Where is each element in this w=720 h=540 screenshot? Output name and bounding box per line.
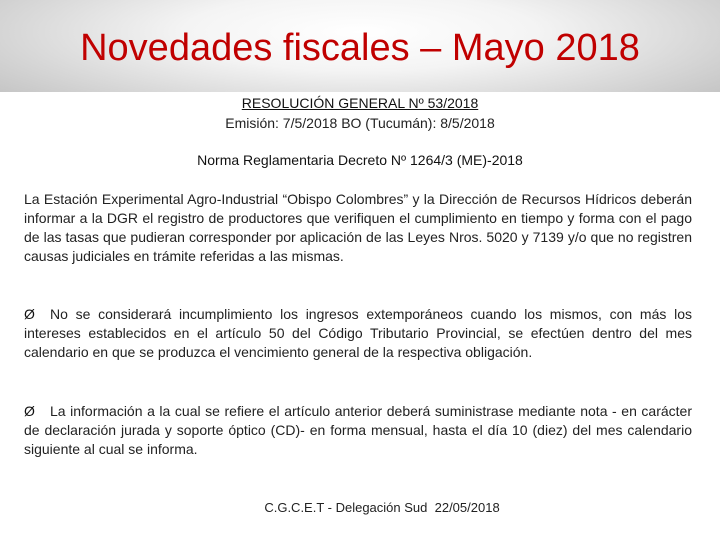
bullet-text-2: La información a la cual se refiere el artículo anterior deberá suministrase mediante nota - en carácter de declaración jurada y soporte óptico (CD)- en forma mensual, hasta el día 10 (diez) del mes calendario siguiente al cual se informa. (24, 403, 692, 457)
arrow-bullet-icon: Ø (24, 306, 35, 322)
slide-title: Novedades fiscales – Mayo 2018 (80, 27, 640, 69)
resolution-heading: RESOLUCIÓN GENERAL Nº 53/2018 (241, 95, 479, 111)
bullet-item-2 (24, 402, 692, 459)
arrow-bullet-icon: Ø (24, 403, 35, 419)
bullet-text-1: No se considerará incumplimiento los ingresos extemporáneos cuando los mismos, con más los intereses establecidos en el artículo 50 del Código Tributario Provincial, se efectúen dentro del mes calendario en que se produzca el vencimiento general de la respectiva obligación. (24, 306, 692, 360)
norma-heading: Norma Reglamentaria Decreto Nº 1264/3 (ME)-2018 (197, 152, 523, 168)
footer-note: C.G.C.E.T - Delegación Sud 22/05/2018 (264, 500, 500, 515)
intro-paragraph: La Estación Experimental Agro-Industrial “Obispo Colombres” y la Dirección de Recursos Hídricos deberán informar a la DGR el registro de productores que verifiquen el cumplimiento en tiempo y forma con el pago de las tasas que pudieran corresponder por aplicación de las Leyes Nros. 5020 y 7139 y/o que no registren causas judiciales en trámite referidas a las mismas. (24, 191, 692, 264)
bullet-item-1 (24, 305, 692, 362)
emission-dates: Emisión: 7/5/2018 BO (Tucumán): 8/5/2018 (225, 115, 495, 131)
